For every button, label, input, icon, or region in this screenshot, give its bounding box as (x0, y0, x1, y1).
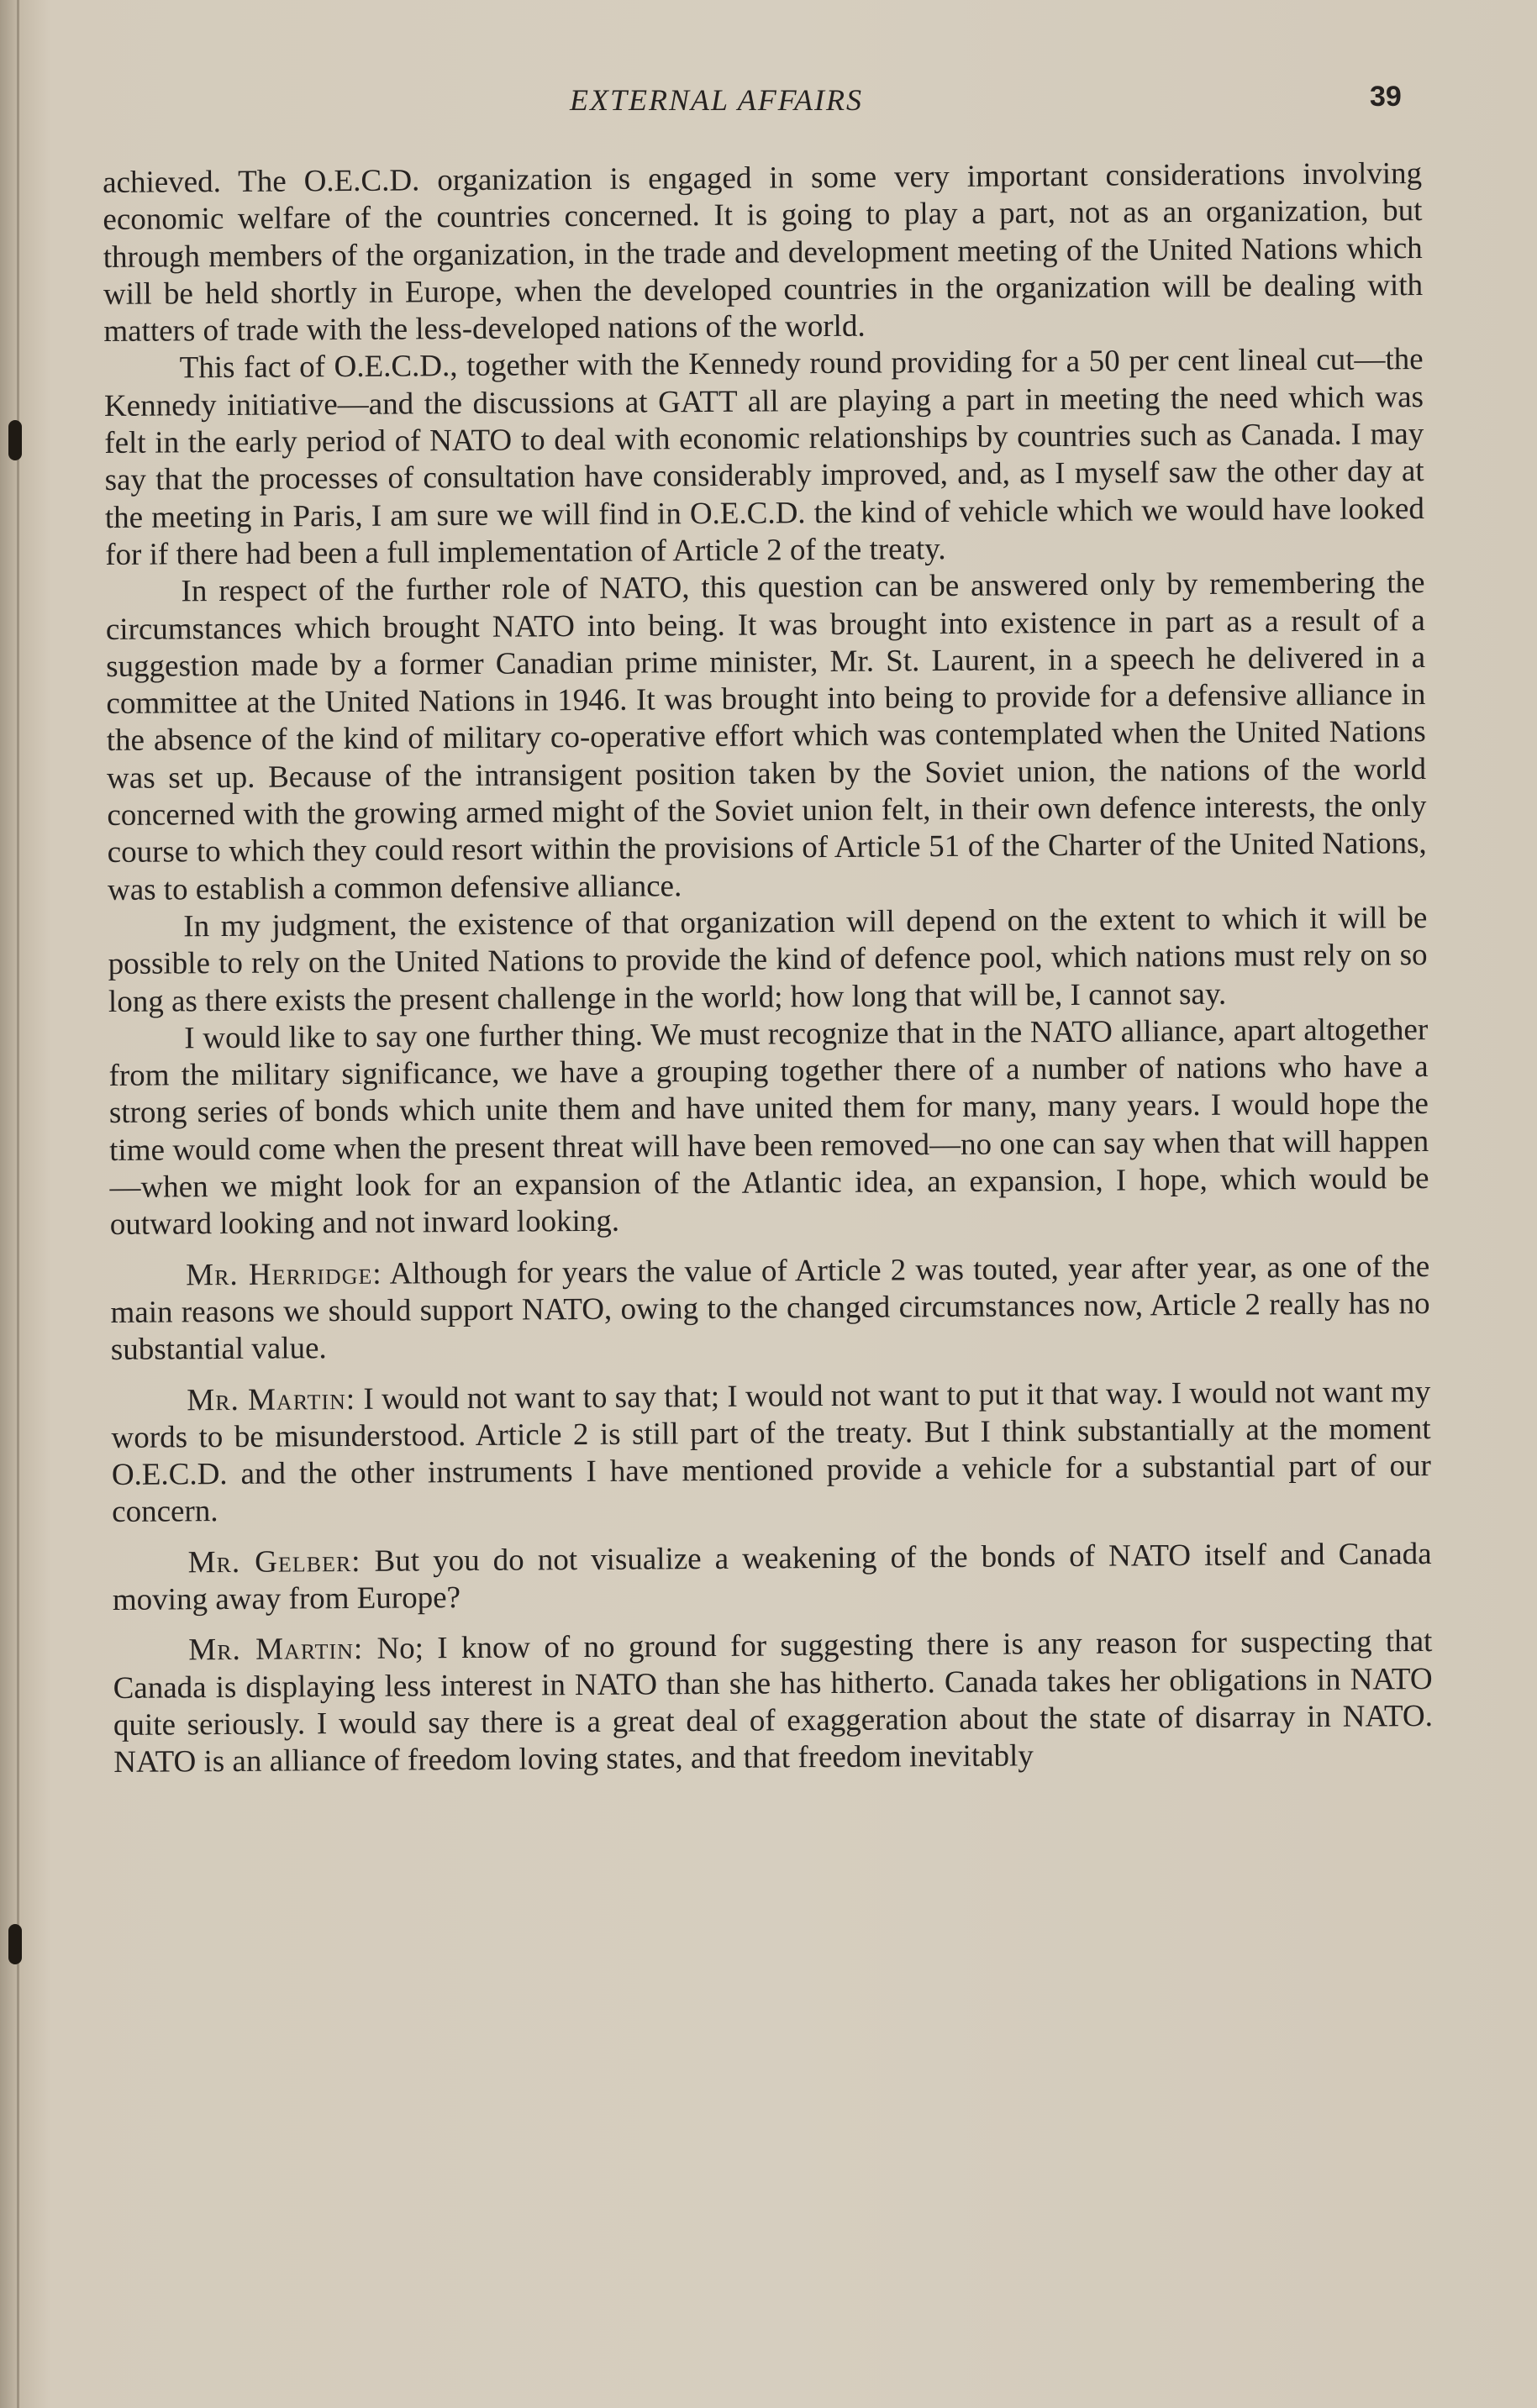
exchange-paragraph (110, 1249, 1430, 1370)
speaker-name: Mr. Herridge: (186, 1256, 382, 1292)
speech-text: No; I know of no ground for suggesting there is any reason for suspecting that Canada is displaying less interest in NATO than she has hitherto. Canada takes her obligations in NATO quite seriously. I would say there is a great deal of exaggeration about the state of disarray in NATO. NATO is an alliance of freedom loving states, and that freedom inevitably (113, 1624, 1434, 1780)
speaker-name: Mr. Gelber: (187, 1543, 361, 1580)
page-header (0, 82, 1537, 133)
paragraph: This fact of O.E.C.D., together with the Kennedy round providing for a 50 per cent lineal cut—the Kennedy initiative—and the discussions at GATT all are playing a part in meeting the need which was felt in the early period of NATO to deal with economic relationships by countries such as Canada. I may say that the processes of consultation have considerably improved, and, as I myself saw the other day at the meeting in Paris, I am sure we will find in O.E.C.D. the kind of vehicle which we would have looked for if there had been a full implementation of Article 2 of the treaty. (103, 342, 1425, 572)
speaker-name: Mr. Martin: (188, 1632, 364, 1668)
running-title: EXTERNAL AFFAIRS (570, 83, 864, 117)
paragraph: I would like to say one further thing. We must recognize that in the NATO alliance, apart altogether from the military significance, we have a grouping together there of a number of nations who have a strong series of bonds which unite them and have united them for many, many years. I would hope the time would come when the present threat will have been removed—no one can say when that will happen—when we might look for an expansion of the Atlantic idea, an expansion, I hope, which would be outward looking and not inward looking. (108, 1012, 1429, 1243)
body-text (103, 155, 1433, 1781)
paragraph: In respect of the further role of NATO, this question can be answered only by remembering the circumstances which brought NATO into being. It was brought into existence in part as a result of a suggestion made by a former Canadian prime minister, Mr. St. Laurent, in a speech he delivered in a committee at the United Nations in 1946. It was brought into being to provide for a defensive alliance in the absence of the kind of military co-operative effort which was contemplated when the United Nations was set up. Because of the intransigent position taken by the Soviet union, the nations of the world concerned with the growing armed might of the Soviet union felt, in their own defence interests, the only course to which they could resort within the provisions of Article 51 of the Charter of the United Nations, was to establish a common defensive alliance. (105, 565, 1427, 907)
binding-hole (8, 420, 22, 460)
binding-edge (17, 0, 19, 2408)
paragraph: achieved. The O.E.C.D. organization is engaged in some very important considerations involving economic welfare of the countries concerned. It is going to play a part, not as an organization, but through members of the organization, in the trade and development meeting of the United Nations which will be held shortly in Europe, when the developed countries in the organization will be dealing with matters of trade with the less-developed nations of the world. (103, 156, 1424, 350)
speech-text: Although for years the value of Article 2 was touted, year after year, as one of the main reasons we should support NATO, owing to the changed circumstances now, Article 2 really has no substantial value. (110, 1249, 1430, 1368)
page-number: 39 (1370, 81, 1402, 113)
exchange-paragraph (112, 1536, 1432, 1620)
exchange-paragraph (113, 1623, 1433, 1781)
paragraph: In my judgment, the existence of that organization will depend on the extent to which it will be possible to rely on the United Nations to provide the kind of defence pool, which nations must rely on so long as there exists the present challenge in the world; how long that will be, I cannot say. (108, 900, 1428, 1019)
speaker-name: Mr. Martin: (187, 1381, 356, 1417)
speech-text: But you do not visualize a weakening of the bonds of NATO itself and Canada moving away from Europe? (112, 1536, 1432, 1617)
binding-hole (8, 1924, 22, 1964)
exchange-paragraph (111, 1374, 1431, 1532)
speech-text: I would not want to say that; I would not want to put it that way. I would not want my words to be misunderstood. Article 2 is still part of the treaty. But I think substantially at the moment O.E.C.D. and the other instruments I have mentioned provide a vehicle for a substantial part of our concern. (111, 1374, 1431, 1530)
